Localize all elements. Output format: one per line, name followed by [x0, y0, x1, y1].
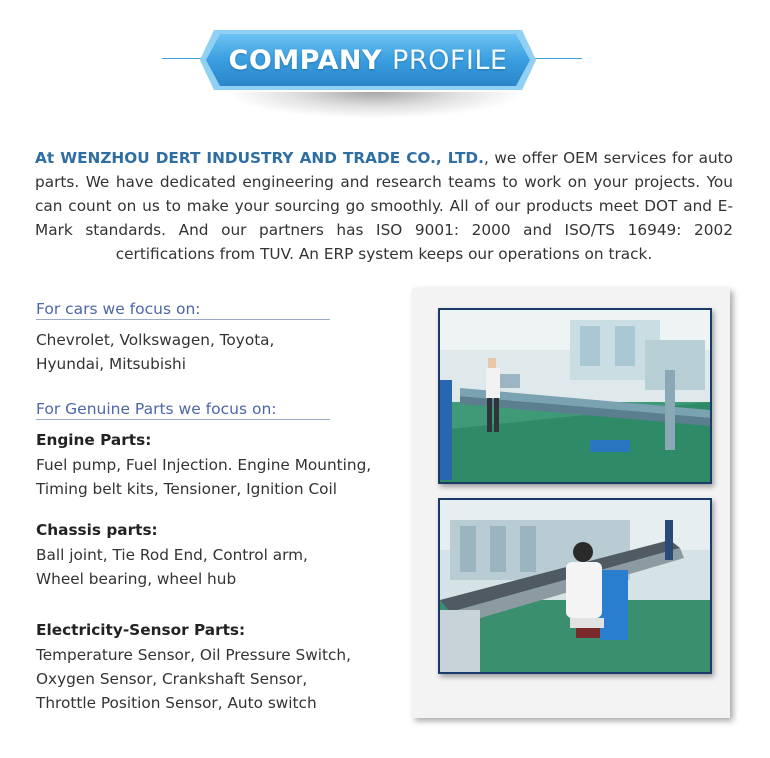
electricity-parts-line-2: Oxygen Sensor, Crankshaft Sensor, — [36, 670, 308, 688]
cars-heading: For cars we focus on: — [36, 300, 201, 318]
engine-parts-line-2: Timing belt kits, Tensioner, Ignition Coil — [36, 480, 337, 498]
electricity-parts-title: Electricity-Sensor Parts: — [36, 621, 246, 639]
chassis-parts-line-2: Wheel bearing, wheel hub — [36, 570, 237, 588]
intro-paragraph — [35, 146, 733, 266]
chassis-parts-title: Chassis parts: — [36, 521, 158, 539]
company-name: At WENZHOU DERT INDUSTRY AND TRADE CO., LTD. — [35, 149, 484, 167]
banner-line-right — [530, 58, 582, 59]
banner-shadow — [230, 92, 520, 118]
genuine-parts-heading: For Genuine Parts we focus on: — [36, 400, 277, 418]
chassis-parts-line-1: Ball joint, Tie Rod End, Control arm, — [36, 546, 308, 564]
electricity-parts-line-1: Temperature Sensor, Oil Pressure Switch, — [36, 646, 351, 664]
electricity-parts-line-3: Throttle Position Sensor, Auto switch — [36, 694, 317, 712]
engine-parts-title: Engine Parts: — [36, 431, 152, 449]
intro-body: , we offer OEM services for auto parts. We have dedicated engineering and research teams to work on your projects. You can count on us to make your sourcing go smoothly. All of our products meet DOT and E-Mark standards. And our partners has ISO 9001: 2000 and ISO/TS 16949: 2002 certifications from TUV. An ERP system keeps our operations on track. — [35, 149, 734, 263]
factory-photo-worker — [438, 498, 712, 674]
cars-heading-rule — [36, 319, 330, 320]
banner-title — [200, 30, 536, 90]
engine-parts-line-1: Fuel pump, Fuel Injection. Engine Mounting, — [36, 456, 372, 474]
cars-line-1: Chevrolet, Volkswagen, Toyota, — [36, 331, 275, 349]
genuine-heading-rule — [36, 419, 330, 420]
banner-title-light: PROFILE — [392, 44, 508, 76]
banner-title-bold: COMPANY — [228, 44, 383, 76]
company-profile-banner — [200, 30, 536, 90]
photo-panel — [412, 288, 730, 718]
factory-photo-assembly-line — [438, 308, 712, 484]
cars-line-2: Hyundai, Mitsubishi — [36, 355, 186, 373]
